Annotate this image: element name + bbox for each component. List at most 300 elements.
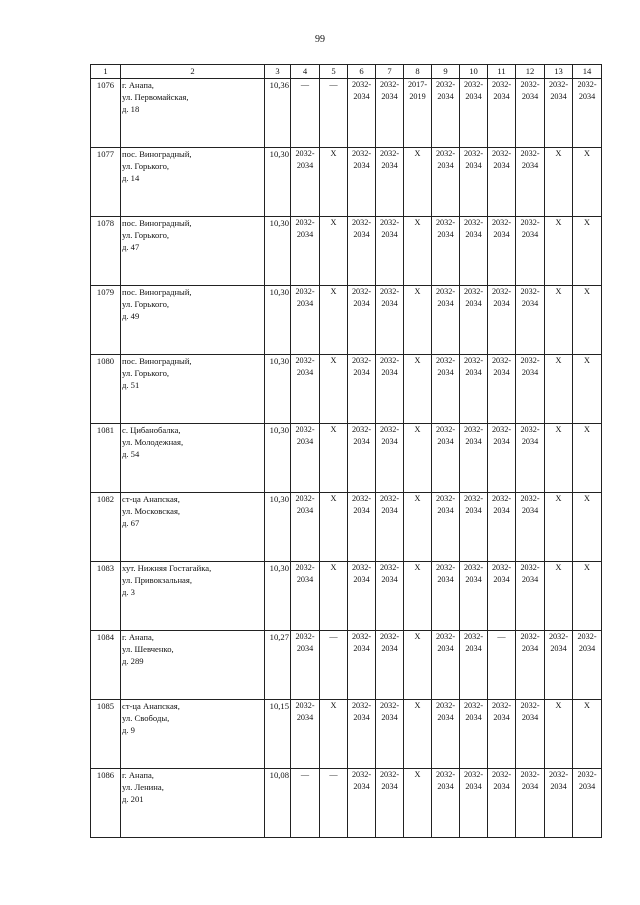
- cell-text-line: 2032-: [520, 218, 540, 227]
- cell-text-line: 2034: [521, 782, 539, 791]
- period-cell-col-6: [348, 355, 376, 424]
- period-cell-col-10: [460, 217, 488, 286]
- period-cell-col-10: [460, 769, 488, 838]
- cell-text-line: 2032-: [520, 701, 540, 710]
- column-header-11: 11: [488, 65, 516, 79]
- table-row: [91, 769, 602, 838]
- period-cell-col-12: [516, 148, 545, 217]
- cell-text-line: 2032-: [491, 218, 512, 227]
- cell-text-line: Х: [584, 494, 590, 503]
- address-line: д. 49: [122, 311, 140, 321]
- column-header-8: 8: [404, 65, 432, 79]
- cell-text-line: 2032-: [351, 425, 372, 434]
- period-cell-col-5: [320, 217, 348, 286]
- cell-text-line: 2034: [296, 644, 314, 653]
- address-cell: [121, 700, 265, 769]
- period-cell-col-7: [376, 286, 404, 355]
- row-number: 1085: [91, 700, 121, 769]
- cell-text-line: 2032-: [463, 287, 484, 296]
- cell-text-line: 2034: [353, 575, 370, 584]
- period-cell-col-9: [432, 217, 460, 286]
- cell-text-line: 2032-: [351, 356, 372, 365]
- period-cell-col-9: [432, 493, 460, 562]
- period-cell-col-6: [348, 148, 376, 217]
- cell-text-line: 2032-: [295, 425, 315, 434]
- period-cell-col-10: [460, 148, 488, 217]
- period-cell-col-11: [488, 631, 516, 700]
- housing-schedule-table: [90, 64, 602, 838]
- period-cell-col-4: [291, 424, 320, 493]
- table-row: [91, 562, 602, 631]
- cell-text-line: 2034: [437, 230, 454, 239]
- period-cell-col-13: [545, 148, 573, 217]
- period-cell-col-10: [460, 286, 488, 355]
- cell-text-line: 2034: [465, 782, 482, 791]
- period-cell-col-4: [291, 286, 320, 355]
- cell-text-line: 2032-: [295, 356, 315, 365]
- period-cell-col-10: [460, 631, 488, 700]
- period-cell-col-10: [460, 493, 488, 562]
- address-line: ст-ца Анапская,: [122, 494, 180, 504]
- column-header-10: 10: [460, 65, 488, 79]
- period-cell-col-13: [545, 631, 573, 700]
- table-row: [91, 700, 602, 769]
- value-cell: 10,08: [265, 769, 291, 838]
- cell-text-line: 2034: [465, 713, 482, 722]
- period-cell-col-8: [404, 562, 432, 631]
- value-cell: 10,30: [265, 286, 291, 355]
- period-cell-col-11: [488, 148, 516, 217]
- period-cell-col-7: [376, 631, 404, 700]
- cell-text-line: 2034: [465, 230, 482, 239]
- period-cell-col-9: [432, 424, 460, 493]
- value-cell: 10,27: [265, 631, 291, 700]
- address-line: ул. Горького,: [122, 161, 170, 171]
- column-header-3: 3: [265, 65, 291, 79]
- cell-text-line: 2032-: [379, 149, 400, 158]
- period-cell-col-4: [291, 355, 320, 424]
- cell-text-line: 2034: [437, 575, 454, 584]
- period-cell-col-11: [488, 493, 516, 562]
- cell-text-line: 2034: [296, 437, 314, 446]
- period-cell-col-5: [320, 355, 348, 424]
- period-cell-col-8: [404, 631, 432, 700]
- cell-text-line: 2032-: [577, 770, 597, 779]
- cell-text-line: 2034: [493, 92, 510, 101]
- row-number: 1082: [91, 493, 121, 562]
- address-line: ул. Шевченко,: [122, 644, 174, 654]
- address-line: с. Цибанобалка,: [122, 425, 181, 435]
- address-line: д. 51: [122, 380, 140, 390]
- cell-text-line: 2032-: [435, 218, 456, 227]
- cell-text-line: 2032-: [463, 701, 484, 710]
- cell-text-line: Х: [584, 287, 590, 296]
- period-cell-col-10: [460, 424, 488, 493]
- cell-text-line: —: [329, 632, 338, 641]
- period-cell-col-7: [376, 79, 404, 148]
- cell-text-line: Х: [414, 770, 421, 779]
- period-cell-col-11: [488, 286, 516, 355]
- address-line: ул. Привокзальная,: [122, 575, 192, 585]
- address-line: г. Анапа,: [122, 80, 154, 90]
- table-row: [91, 217, 602, 286]
- cell-text-line: Х: [584, 218, 590, 227]
- cell-text-line: —: [329, 80, 338, 89]
- cell-text-line: 2032-: [295, 701, 315, 710]
- cell-text-line: 2034: [353, 368, 370, 377]
- address-line: ул. Горького,: [122, 230, 170, 240]
- cell-text-line: 2032-: [379, 701, 400, 710]
- cell-text-line: 2032-: [520, 425, 540, 434]
- period-cell-col-7: [376, 769, 404, 838]
- row-number: 1083: [91, 562, 121, 631]
- cell-text-line: 2034: [578, 782, 596, 791]
- period-cell-col-11: [488, 562, 516, 631]
- cell-text-line: 2032-: [463, 563, 484, 572]
- cell-text-line: 2034: [381, 299, 398, 308]
- period-cell-col-14: [573, 286, 602, 355]
- period-cell-col-11: [488, 700, 516, 769]
- value-cell: 10,36: [265, 79, 291, 148]
- period-cell-col-10: [460, 79, 488, 148]
- table-row: [91, 424, 602, 493]
- address-line: д. 3: [122, 587, 135, 597]
- period-cell-col-7: [376, 355, 404, 424]
- cell-text-line: 2034: [381, 437, 398, 446]
- period-cell-col-6: [348, 769, 376, 838]
- cell-text-line: 2034: [578, 92, 596, 101]
- address-cell: [121, 286, 265, 355]
- cell-text-line: 2032-: [463, 770, 484, 779]
- column-header-1: 1: [91, 65, 121, 79]
- period-cell-col-14: [573, 562, 602, 631]
- cell-text-line: 2034: [521, 161, 539, 170]
- cell-text-line: 2032-: [435, 287, 456, 296]
- period-cell-col-10: [460, 562, 488, 631]
- cell-text-line: 2032-: [379, 287, 400, 296]
- cell-text-line: 2032-: [379, 632, 400, 641]
- period-cell-col-5: [320, 769, 348, 838]
- cell-text-line: 2034: [521, 368, 539, 377]
- address-line: д. 54: [122, 449, 140, 459]
- period-cell-col-5: [320, 79, 348, 148]
- cell-text-line: 2034: [493, 506, 510, 515]
- address-line: д. 14: [122, 173, 140, 183]
- period-cell-col-8: [404, 424, 432, 493]
- cell-text-line: 2032-: [548, 632, 569, 641]
- cell-text-line: 2032-: [491, 425, 512, 434]
- cell-text-line: 2032-: [435, 425, 456, 434]
- cell-text-line: 2032-: [520, 80, 540, 89]
- period-cell-col-5: [320, 148, 348, 217]
- cell-text-line: —: [497, 632, 506, 641]
- row-number: 1076: [91, 79, 121, 148]
- cell-text-line: 2034: [550, 92, 567, 101]
- cell-text-line: 2034: [437, 506, 454, 515]
- cell-text-line: 2034: [521, 92, 539, 101]
- period-cell-col-5: [320, 631, 348, 700]
- cell-text-line: 2032-: [520, 149, 540, 158]
- column-header-6: 6: [348, 65, 376, 79]
- cell-text-line: 2034: [296, 575, 314, 584]
- period-cell-col-14: [573, 424, 602, 493]
- table-body: [91, 79, 602, 838]
- period-cell-col-13: [545, 79, 573, 148]
- address-cell: [121, 562, 265, 631]
- period-cell-col-14: [573, 700, 602, 769]
- period-cell-col-13: [545, 769, 573, 838]
- cell-text-line: 2032-: [379, 356, 400, 365]
- period-cell-col-7: [376, 148, 404, 217]
- cell-text-line: Х: [584, 563, 590, 572]
- cell-text-line: 2032-: [491, 287, 512, 296]
- period-cell-col-5: [320, 286, 348, 355]
- cell-text-line: 2034: [296, 299, 314, 308]
- cell-text-line: 2032-: [351, 494, 372, 503]
- cell-text-line: 2032-: [520, 494, 540, 503]
- period-cell-col-4: [291, 769, 320, 838]
- cell-text-line: 2034: [353, 782, 370, 791]
- table-row: [91, 148, 602, 217]
- period-cell-col-4: [291, 79, 320, 148]
- cell-text-line: 2034: [353, 437, 370, 446]
- period-cell-col-9: [432, 700, 460, 769]
- period-cell-col-12: [516, 700, 545, 769]
- cell-text-line: 2032-: [491, 356, 512, 365]
- column-header-12: 12: [516, 65, 545, 79]
- cell-text-line: 2032-: [463, 494, 484, 503]
- cell-text-line: 2032-: [491, 494, 512, 503]
- period-cell-col-14: [573, 769, 602, 838]
- cell-text-line: Х: [555, 149, 562, 158]
- period-cell-col-6: [348, 286, 376, 355]
- cell-text-line: 2032-: [577, 632, 597, 641]
- period-cell-col-12: [516, 493, 545, 562]
- cell-text-line: 2032-: [295, 218, 315, 227]
- cell-text-line: 2034: [381, 92, 398, 101]
- period-cell-col-11: [488, 217, 516, 286]
- cell-text-line: 2032-: [435, 770, 456, 779]
- period-cell-col-6: [348, 700, 376, 769]
- cell-text-line: 2032-: [491, 563, 512, 572]
- row-number: 1084: [91, 631, 121, 700]
- cell-text-line: Х: [330, 563, 337, 572]
- address-line: д. 47: [122, 242, 140, 252]
- column-header-9: 9: [432, 65, 460, 79]
- cell-text-line: 2034: [381, 161, 398, 170]
- period-cell-col-9: [432, 631, 460, 700]
- cell-text-line: 2034: [493, 437, 510, 446]
- period-cell-col-6: [348, 79, 376, 148]
- period-cell-col-14: [573, 217, 602, 286]
- address-line: г. Анапа,: [122, 770, 154, 780]
- period-cell-col-5: [320, 424, 348, 493]
- cell-text-line: 2034: [493, 575, 510, 584]
- period-cell-col-6: [348, 424, 376, 493]
- value-cell: 10,30: [265, 148, 291, 217]
- column-header-4: 4: [291, 65, 320, 79]
- cell-text-line: 2034: [465, 437, 482, 446]
- cell-text-line: 2034: [381, 368, 398, 377]
- period-cell-col-11: [488, 769, 516, 838]
- cell-text-line: —: [300, 770, 310, 779]
- period-cell-col-5: [320, 493, 348, 562]
- cell-text-line: 2032-: [295, 149, 315, 158]
- cell-text-line: 2032-: [520, 563, 540, 572]
- period-cell-col-9: [432, 562, 460, 631]
- cell-text-line: 2017-: [407, 80, 428, 89]
- period-cell-col-13: [545, 493, 573, 562]
- cell-text-line: 2034: [381, 782, 398, 791]
- cell-text-line: 2034: [465, 92, 482, 101]
- address-cell: [121, 631, 265, 700]
- cell-text-line: 2034: [521, 506, 539, 515]
- cell-text-line: Х: [555, 563, 562, 572]
- cell-text-line: Х: [330, 287, 337, 296]
- period-cell-col-13: [545, 286, 573, 355]
- cell-text-line: 2034: [353, 506, 370, 515]
- cell-text-line: Х: [330, 494, 337, 503]
- cell-text-line: 2032-: [520, 770, 540, 779]
- cell-text-line: 2034: [521, 299, 539, 308]
- cell-text-line: 2032-: [463, 218, 484, 227]
- period-cell-col-5: [320, 562, 348, 631]
- cell-text-line: Х: [555, 494, 562, 503]
- cell-text-line: Х: [414, 356, 421, 365]
- cell-text-line: 2034: [550, 644, 567, 653]
- period-cell-col-9: [432, 769, 460, 838]
- address-line: пос. Виноградный,: [122, 218, 192, 228]
- address-line: ст-ца Анапская,: [122, 701, 180, 711]
- cell-text-line: Х: [330, 425, 337, 434]
- cell-text-line: 2032-: [463, 425, 484, 434]
- cell-text-line: 2034: [437, 644, 454, 653]
- period-cell-col-14: [573, 493, 602, 562]
- cell-text-line: 2034: [465, 368, 482, 377]
- address-line: хут. Нижняя Гостагайка,: [122, 563, 212, 573]
- address-line: ул. Первомайская,: [122, 92, 189, 102]
- cell-text-line: Х: [330, 701, 337, 710]
- address-line: пос. Виноградный,: [122, 356, 192, 366]
- cell-text-line: Х: [414, 632, 421, 641]
- cell-text-line: 2034: [578, 644, 596, 653]
- cell-text-line: Х: [555, 287, 562, 296]
- period-cell-col-7: [376, 700, 404, 769]
- address-line: д. 289: [122, 656, 144, 666]
- cell-text-line: 2032-: [463, 356, 484, 365]
- cell-text-line: 2034: [465, 299, 482, 308]
- cell-text-line: Х: [330, 218, 337, 227]
- address-cell: [121, 355, 265, 424]
- period-cell-col-9: [432, 148, 460, 217]
- address-line: ул. Молодежная,: [122, 437, 184, 447]
- cell-text-line: 2034: [521, 575, 539, 584]
- cell-text-line: 2032-: [379, 770, 400, 779]
- cell-text-line: 2034: [521, 437, 539, 446]
- table-row: [91, 286, 602, 355]
- cell-text-line: 2034: [521, 713, 539, 722]
- address-line: д. 201: [122, 794, 144, 804]
- cell-text-line: 2032-: [435, 149, 456, 158]
- cell-text-line: 2034: [493, 161, 510, 170]
- table-row: [91, 631, 602, 700]
- period-cell-col-12: [516, 79, 545, 148]
- period-cell-col-10: [460, 355, 488, 424]
- period-cell-col-6: [348, 217, 376, 286]
- period-cell-col-12: [516, 769, 545, 838]
- period-cell-col-9: [432, 355, 460, 424]
- cell-text-line: 2034: [437, 299, 454, 308]
- value-cell: 10,15: [265, 700, 291, 769]
- cell-text-line: 2034: [437, 782, 454, 791]
- cell-text-line: 2032-: [548, 80, 569, 89]
- cell-text-line: Х: [330, 149, 337, 158]
- column-header-7: 7: [376, 65, 404, 79]
- cell-text-line: 2034: [353, 92, 370, 101]
- cell-text-line: Х: [414, 149, 421, 158]
- period-cell-col-6: [348, 493, 376, 562]
- cell-text-line: Х: [414, 563, 421, 572]
- cell-text-line: 2032-: [295, 287, 315, 296]
- cell-text-line: 2032-: [491, 149, 512, 158]
- cell-text-line: 2034: [296, 506, 314, 515]
- cell-text-line: 2032-: [463, 632, 484, 641]
- header-row: [91, 65, 602, 79]
- cell-text-line: Х: [414, 218, 421, 227]
- cell-text-line: 2034: [296, 161, 314, 170]
- period-cell-col-7: [376, 562, 404, 631]
- cell-text-line: 2032-: [435, 632, 456, 641]
- period-cell-col-4: [291, 700, 320, 769]
- address-line: пос. Виноградный,: [122, 149, 192, 159]
- period-cell-col-8: [404, 700, 432, 769]
- cell-text-line: 2032-: [520, 287, 540, 296]
- address-line: ул. Ленина,: [122, 782, 164, 792]
- period-cell-col-5: [320, 700, 348, 769]
- address-cell: [121, 148, 265, 217]
- period-cell-col-13: [545, 217, 573, 286]
- cell-text-line: 2034: [296, 713, 314, 722]
- cell-text-line: 2034: [381, 575, 398, 584]
- period-cell-col-9: [432, 79, 460, 148]
- period-cell-col-13: [545, 355, 573, 424]
- cell-text-line: 2034: [437, 713, 454, 722]
- address-cell: [121, 769, 265, 838]
- period-cell-col-12: [516, 424, 545, 493]
- row-number: 1086: [91, 769, 121, 838]
- cell-text-line: 2034: [493, 713, 510, 722]
- cell-text-line: 2032-: [491, 701, 512, 710]
- address-line: пос. Виноградный,: [122, 287, 192, 297]
- row-number: 1079: [91, 286, 121, 355]
- cell-text-line: 2032-: [435, 80, 456, 89]
- cell-text-line: Х: [555, 425, 562, 434]
- cell-text-line: 2034: [493, 368, 510, 377]
- value-cell: 10,30: [265, 424, 291, 493]
- period-cell-col-7: [376, 217, 404, 286]
- period-cell-col-14: [573, 79, 602, 148]
- cell-text-line: —: [300, 80, 310, 89]
- address-line: д. 9: [122, 725, 135, 735]
- cell-text-line: 2034: [465, 506, 482, 515]
- cell-text-line: Х: [414, 287, 421, 296]
- cell-text-line: Х: [330, 356, 337, 365]
- period-cell-col-6: [348, 631, 376, 700]
- address-line: ул. Свободы,: [122, 713, 170, 723]
- cell-text-line: 2032-: [379, 80, 400, 89]
- row-number: 1077: [91, 148, 121, 217]
- cell-text-line: 2032-: [491, 80, 512, 89]
